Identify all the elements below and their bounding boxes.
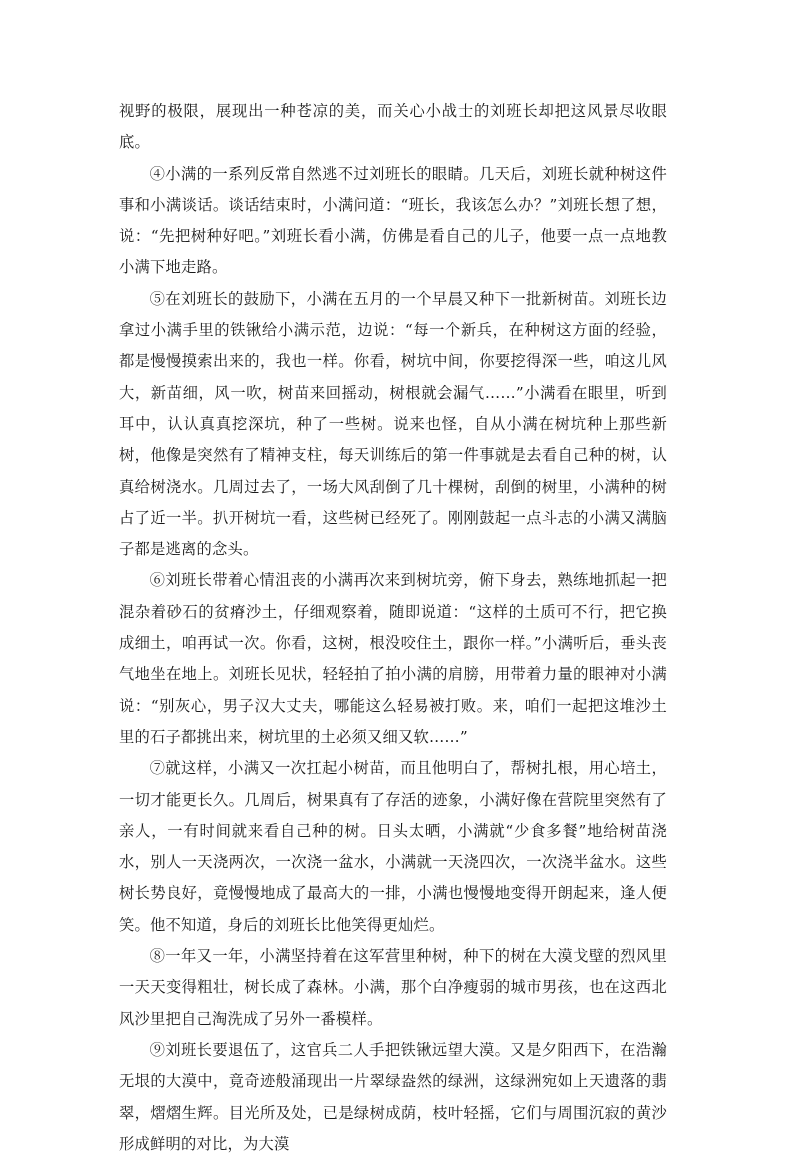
document-page <box>119 96 667 1160</box>
paragraph-continued: 视野的极限，展现出一种苍凉的美，而关心小战士的刘班长却把这风景尽收眼底。 <box>119 102 667 152</box>
paragraph-5: ⑤在刘班长的鼓励下，小满在五月的一个早晨又种下一批新树苗。刘班长边拿过小满手里的铁锹给小满示范，边说：“每一个新兵，在种树这方面的经验，都是慢慢摸索出来的，我也一样。你看，树坑中间，你要挖得深一些，咱这儿风大，新苗细，风一吹，树苗来回摇动，树根就会漏气……”小满看在眼里，听到耳中，认认真真挖深坑，种了一些树。说来也怪，自从小满在树坑种上那些新树，他像是突然有了精神支柱，每天训练后的第一件事就是去看自己种的树，认真给树浇水。几周过去了，一场大风刮倒了几十棵树，刮倒的树里，小满种的树占了近一半。扒开树坑一看，这些树已经死了。刚刚鼓起一点斗志的小满又满脑子都是逃离的念头。 <box>119 289 667 559</box>
paragraph-4: ④小满的一系列反常自然逃不过刘班长的眼睛。几天后，刘班长就种树这件事和小满谈话。谈话结束时，小满问道：“班长，我该怎么办？”刘班长想了想，说：“先把树种好吧。”刘班长看小满，仿佛是看自己的儿子，他要一点一点地教小满下地走路。 <box>119 164 667 277</box>
paragraph-7: ⑦就这样，小满又一次扛起小树苗，而且他明白了，帮树扎根，用心培土，一切才能更长久。几周后，树果真有了存活的迹象，小满好像在营院里突然有了亲人，一有时间就来看自己种的树。日头太晒，小满就“少食多餐”地给树苗浇水，别人一天浇两次，一次浇一盆水，小满就一天浇四次，一次浇半盆水。这些树长势良好，竟慢慢地成了最高大的一排，小满也慢慢地变得开朗起来，逢人便笑。他不知道，身后的刘班长比他笑得更灿烂。 <box>119 759 667 934</box>
paragraph-8: ⑧一年又一年，小满坚持着在这军营里种树，种下的树在大漠戈壁的烈风里一天天变得粗壮，树长成了森林。小满，那个白净瘦弱的城市男孩，也在这西北风沙里把自己淘洗成了另外一番模样。 <box>119 947 667 1028</box>
paragraph-9: ⑨刘班长要退伍了，这官兵二人手把铁锹远望大漠。又是夕阳西下，在浩瀚无垠的大漠中，竟奇迹般涌现出一片翠绿盎然的绿洲，这绿洲宛如上天遗落的翡翠，熠熠生辉。目光所及处，已是绿树成荫，枝叶轻摇，它们与周围沉寂的黄沙形成鲜明的对比，为大漠 <box>119 1040 667 1153</box>
paragraph-6: ⑥刘班长带着心情沮丧的小满再次来到树坑旁，俯下身去，熟练地抓起一把混杂着砂石的贫瘠沙土，仔细观察着，随即说道：“这样的土质可不行，把它换成细土，咱再试一次。你看，这树，根没咬住土，跟你一样。”小满听后，垂头丧气地坐在地上。刘班长见状，轻轻拍了拍小满的肩膀，用带着力量的眼神对小满说：“别灰心，男子汉大丈夫，哪能这么轻易被打败。来，咱们一起把这堆沙土里的石子都挑出来，树坑里的土必须又细又软……” <box>119 571 667 746</box>
